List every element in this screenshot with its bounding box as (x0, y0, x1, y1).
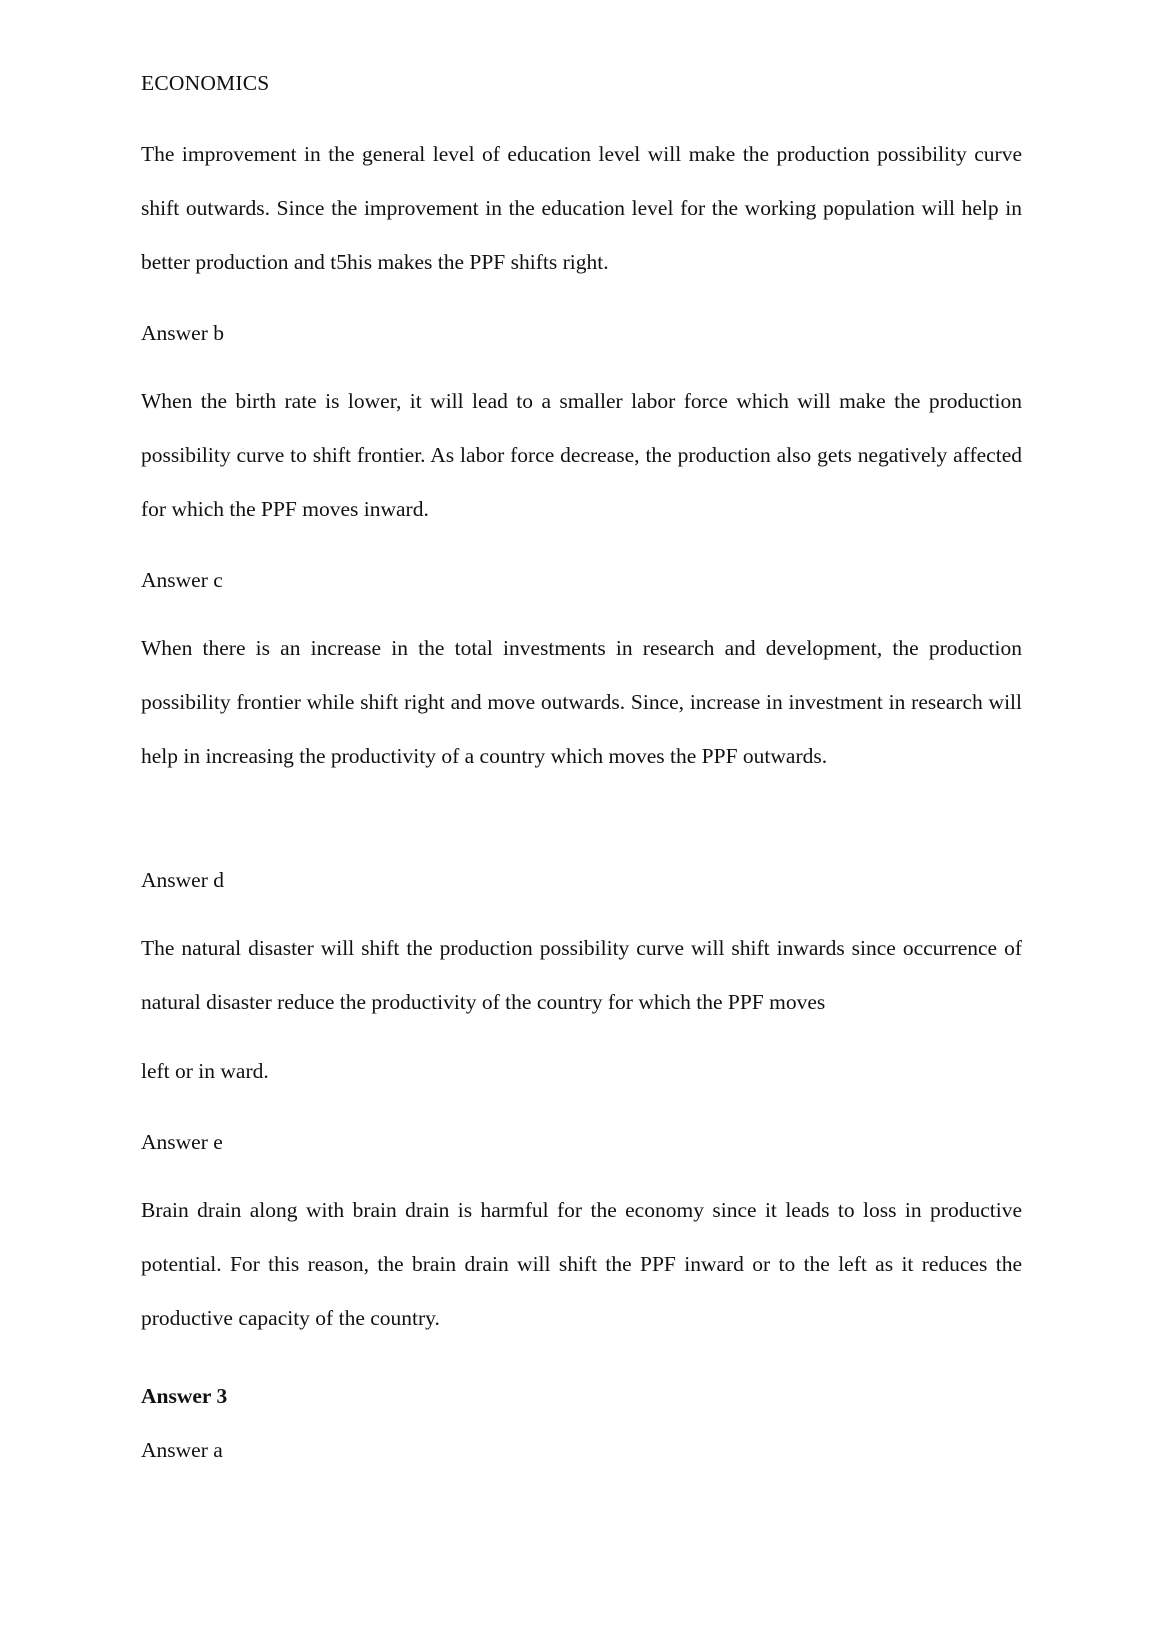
page-header: ECONOMICS (141, 71, 270, 95)
answer-3-heading: Answer 3 (141, 1384, 228, 1408)
paragraph-brain-drain: Brain drain along with brain drain is harmful for the economy since it leads to loss in productive potential. For this reason, the brain drain will shift the PPF inward or to the left as it reduces the productive capacity of the country. (141, 1198, 1022, 1330)
answer-d-label: Answer d (141, 868, 224, 892)
paragraph-natural-disaster: The natural disaster will shift the production possibility curve will shift inwards since occurrence of natural disaster reduce the productivity of the country for which the PPF moves (141, 936, 1022, 1014)
answer-b-label: Answer b (141, 321, 224, 345)
answer-e-label: Answer e (141, 1130, 223, 1154)
paragraph-natural-disaster-tail: left or in ward. (141, 1059, 269, 1083)
answer-a-label: Answer a (141, 1438, 223, 1462)
paragraph-research-investment: When there is an increase in the total investments in research and development, the production possibility frontier while shift right and move outwards. Since, increase in investment in research will help in increasing the productivity of a country which moves the PPF outwards. (141, 636, 1022, 768)
paragraph-education: The improvement in the general level of education level will make the production possibility curve shift outwards. Since the improvement in the education level for the working population will help in better production and t5his makes the PPF shifts right. (141, 142, 1022, 274)
answer-c-label: Answer c (141, 568, 223, 592)
paragraph-birth-rate: When the birth rate is lower, it will lead to a smaller labor force which will make the production possibility curve to shift frontier. As labor force decrease, the production also gets negatively affected for which the PPF moves inward. (141, 389, 1022, 521)
